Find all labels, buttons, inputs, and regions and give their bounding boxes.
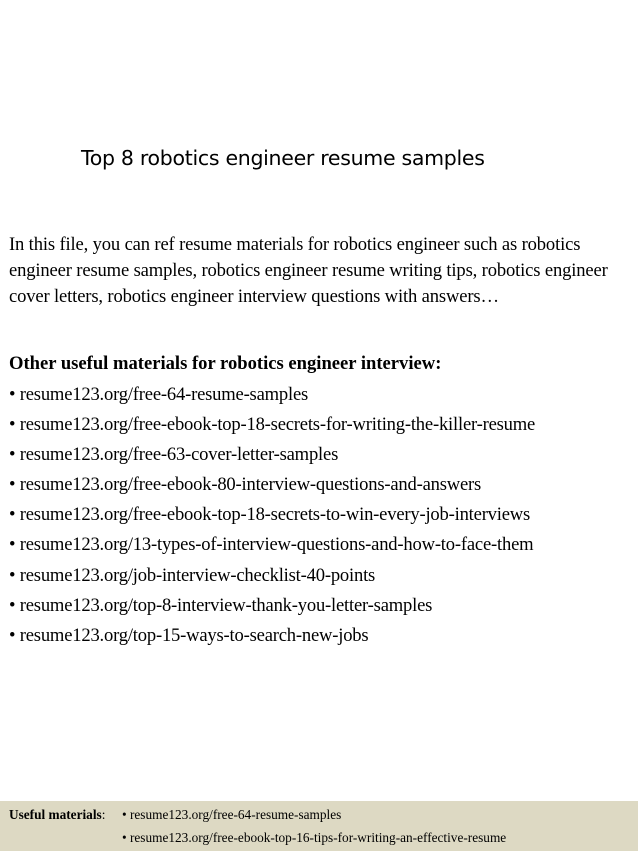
footer-label bbox=[9, 807, 105, 823]
materials-link-item[interactable]: • resume123.org/free-ebook-80-interview-questions-and-answers bbox=[9, 474, 482, 496]
materials-link-item[interactable]: • resume123.org/free-64-resume-samples bbox=[9, 384, 309, 405]
page-title: Top 8 robotics engineer resume samples bbox=[81, 146, 485, 170]
footer-label-separator: : bbox=[101, 807, 106, 822]
materials-heading: Other useful materials for robotics engineer interview: bbox=[9, 353, 442, 374]
footer-link-item[interactable]: • resume123.org/free-ebook-top-16-tips-for-writing-an-effective-resume bbox=[122, 830, 507, 845]
materials-link-item[interactable]: • resume123.org/free-63-cover-letter-samples bbox=[9, 444, 339, 466]
materials-link-item[interactable]: • resume123.org/free-ebook-top-18-secrets-for-writing-the-killer-resume bbox=[9, 414, 536, 436]
materials-link-item[interactable]: • resume123.org/top-15-ways-to-search-new-jobs bbox=[9, 624, 369, 646]
materials-link-item[interactable]: • resume123.org/free-ebook-top-18-secrets-to-win-every-job-interviews bbox=[9, 504, 531, 526]
materials-link-list bbox=[9, 380, 535, 651]
materials-link-item[interactable]: • resume123.org/top-8-interview-thank-you-letter-samples bbox=[9, 594, 433, 616]
footer-bar bbox=[0, 801, 638, 851]
footer-label-text: Useful materials bbox=[9, 807, 102, 822]
materials-link-item[interactable]: • resume123.org/job-interview-checklist-40-points bbox=[9, 564, 376, 586]
materials-link-item[interactable]: • resume123.org/13-types-of-interview-questions-and-how-to-face-them bbox=[9, 534, 534, 556]
footer-link-item[interactable]: • resume123.org/free-64-resume-samples bbox=[122, 807, 342, 822]
intro-paragraph: In this file, you can ref resume materials for robotics engineer such as robotics engineer resume samples, robotics engineer resume writing tips, robotics engineer cover letters, robotics engineer interview questions with answers… bbox=[9, 234, 608, 307]
